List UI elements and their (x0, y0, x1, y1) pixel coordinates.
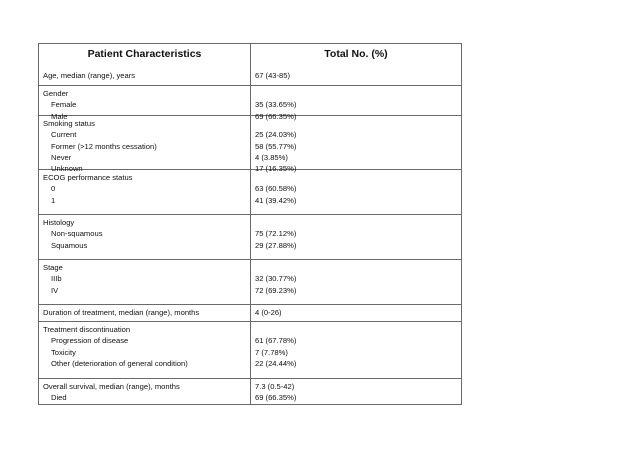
characteristic-label: 0 (51, 184, 56, 194)
characteristic-label: Gender (43, 89, 69, 98)
characteristic-label: Age, median (range), years (43, 71, 136, 80)
characteristic-cell (39, 305, 251, 321)
value-cell (251, 379, 461, 404)
characteristic-label: Toxicity (51, 347, 76, 357)
characteristic-label: Current (51, 130, 77, 140)
characteristic-cell (39, 379, 251, 404)
spacer (255, 262, 461, 273)
total-value: 41 (39.42%) (255, 195, 297, 205)
total-value: 4 (3.85%) (255, 152, 288, 162)
characteristic-label: ECOG performance status (43, 173, 133, 182)
table-row (39, 115, 461, 174)
value-cell (251, 215, 461, 259)
characteristic-cell (39, 86, 251, 121)
total-value: 72 (69.23%) (255, 285, 297, 295)
characteristic-cell (39, 116, 251, 174)
table-row (39, 85, 461, 121)
table-row (39, 214, 461, 259)
total-value: 7 (7.78%) (255, 347, 288, 357)
characteristic-label: 1 (51, 195, 56, 205)
characteristic-label: IIIb (51, 274, 62, 284)
characteristic-label: Non-squamous (51, 229, 103, 239)
total-value: 4 (0-26) (255, 308, 282, 317)
characteristic-cell (39, 215, 251, 259)
value-cell (251, 322, 461, 378)
characteristic-label: Overall survival, median (range), months (43, 382, 180, 391)
characteristic-cell (39, 68, 251, 85)
spacer (255, 88, 461, 99)
value-cell (251, 86, 461, 121)
value-cell (251, 305, 461, 321)
header-patient-characteristics: Patient Characteristics (39, 44, 251, 68)
total-value: 17 (16.35%) (255, 164, 297, 174)
header-total-no: Total No. (%) (324, 48, 388, 60)
total-value: 69 (66.35%) (255, 111, 297, 121)
total-value: 22 (24.44%) (255, 358, 297, 368)
characteristic-cell (39, 260, 251, 304)
characteristic-label: Female (51, 100, 77, 110)
characteristic-label: Progression of disease (51, 336, 129, 346)
total-value: 61 (67.78%) (255, 336, 297, 346)
total-value: 75 (72.12%) (255, 229, 297, 239)
table-row (39, 378, 461, 404)
table-row (39, 259, 461, 304)
total-value: 63 (60.58%) (255, 184, 297, 194)
characteristic-label: Other (deterioration of general condition) (51, 358, 188, 368)
total-value: 35 (33.65%) (255, 100, 297, 110)
value-cell (251, 170, 461, 214)
total-value: 69 (66.35%) (255, 393, 297, 403)
characteristic-cell (39, 170, 251, 214)
value-cell (251, 68, 461, 85)
table-header-row (39, 44, 461, 68)
characteristic-label: Histology (43, 218, 75, 227)
table-row (39, 304, 461, 321)
characteristics-table (38, 43, 462, 405)
spacer (255, 324, 461, 335)
total-value: 67 (43-85) (255, 71, 291, 80)
characteristic-label: Duration of treatment, median (range), months (43, 308, 200, 317)
spacer (255, 172, 461, 183)
table-row (39, 68, 461, 85)
characteristic-label: Male (51, 111, 68, 121)
table-row (39, 321, 461, 378)
total-value: 32 (30.77%) (255, 274, 297, 284)
total-value: 29 (27.88%) (255, 240, 297, 250)
total-value: 7.3 (0.5-42) (255, 382, 295, 391)
characteristic-label: Died (51, 393, 67, 403)
characteristic-label: Smoking status (43, 119, 95, 128)
spacer (255, 217, 461, 228)
characteristic-label: Treatment discontinuation (43, 325, 131, 334)
characteristic-label: Former (>12 months cessation) (51, 141, 157, 151)
value-cell (251, 260, 461, 304)
total-value: 58 (55.77%) (255, 141, 297, 151)
characteristic-label: Stage (43, 263, 63, 272)
table-row (39, 169, 461, 214)
spacer (255, 118, 461, 129)
value-cell (251, 116, 461, 174)
total-value: 25 (24.03%) (255, 130, 297, 140)
characteristic-label: IV (51, 285, 59, 295)
characteristic-label: Unknown (51, 164, 83, 174)
characteristic-cell (39, 322, 251, 378)
characteristic-label: Never (51, 152, 72, 162)
characteristic-label: Squamous (51, 240, 88, 250)
